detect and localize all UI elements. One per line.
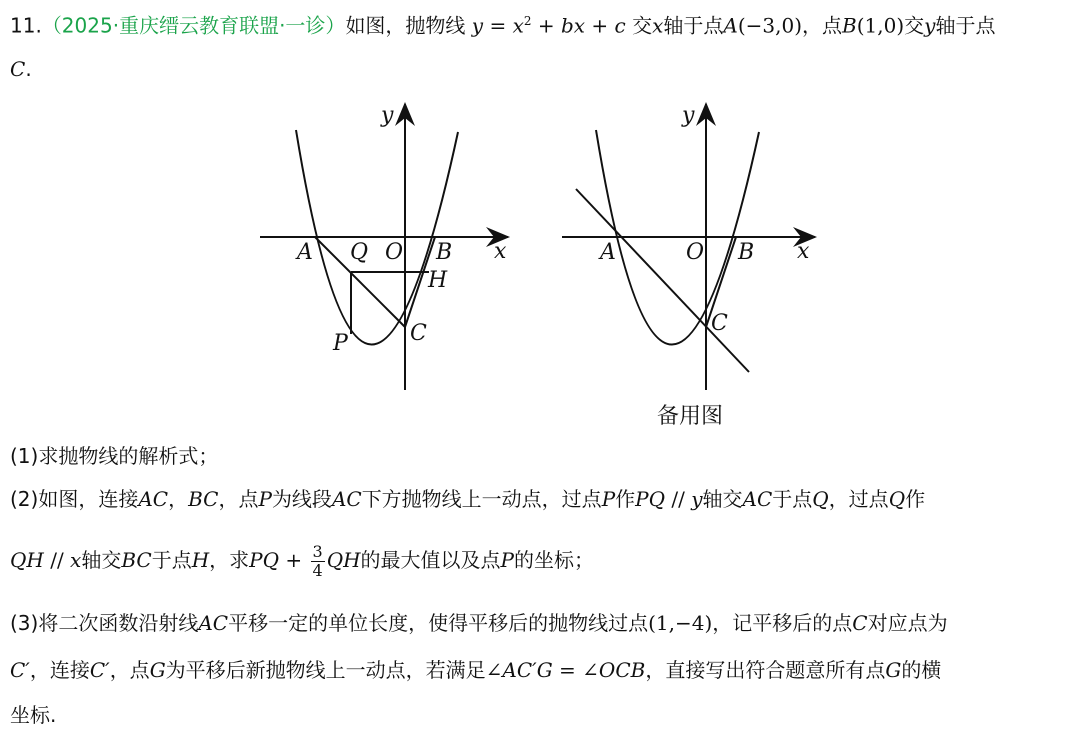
text: ，点: [109, 658, 150, 682]
caption-spare-figure: 备用图: [657, 404, 724, 429]
problem-number: 11: [10, 13, 36, 38]
label-b: B: [738, 240, 755, 265]
math-bc: BC: [121, 548, 152, 572]
math-ac: AC: [331, 487, 362, 511]
equation-equals: =: [483, 13, 513, 38]
math-ac: AC: [138, 487, 169, 511]
math-c-prime: C′: [10, 658, 30, 682]
label-a: A: [297, 240, 313, 265]
label-x: x: [797, 239, 810, 264]
problem-line-1: 11.（2025·重庆缙云教育联盟·一诊）如图，抛物线 $y = x^2$ + bx + c 交x轴于点A(−3,0)，点B(1,0)交y轴于点: [10, 13, 996, 38]
math-ac: AC: [742, 487, 773, 511]
math-q: Q: [812, 487, 829, 511]
math-qh: QH: [10, 548, 44, 572]
intro-text: ，点: [802, 13, 843, 38]
parallel-sign: //: [665, 487, 692, 511]
label-b: B: [436, 240, 453, 265]
fraction-denominator: 4: [312, 561, 323, 580]
text: 为线段: [271, 487, 332, 511]
text: ，记平移后的点: [712, 611, 853, 635]
question-3-line-1: [10, 608, 948, 638]
label-c: C: [711, 311, 728, 336]
equation-y: y: [471, 13, 484, 38]
point-1-neg4: (1,−4): [648, 611, 713, 635]
text: 将二次函数沿射线: [38, 611, 199, 635]
question-3-line-3: [10, 700, 56, 730]
fraction-3-4: [311, 543, 325, 580]
label-o: O: [385, 240, 404, 265]
question-number: (2): [10, 487, 39, 511]
intro-text: 交: [904, 13, 925, 38]
question-3-line-2: [10, 655, 941, 685]
text: 的最大值以及点: [360, 548, 501, 572]
question-text: 求抛物线的解析式；: [38, 444, 219, 468]
math-p: P: [601, 487, 616, 511]
math-x: x: [70, 548, 82, 572]
math-qh: QH: [326, 548, 361, 572]
point-c: C: [10, 57, 26, 81]
math-pq: PQ: [635, 487, 666, 511]
label-p: P: [333, 331, 348, 356]
text: ，: [168, 487, 189, 511]
math-c: C: [852, 611, 868, 635]
plus-sign: +: [279, 548, 309, 572]
text: 作: [905, 487, 926, 511]
intro-text: 轴于点: [935, 13, 996, 38]
period: .: [25, 57, 32, 81]
math-pq: PQ: [249, 548, 280, 572]
text: 平移一定的单位长度，使得平移后的抛物线过点: [228, 611, 649, 635]
equation-rest: + bx + c: [531, 13, 626, 38]
text: ，连接: [29, 658, 90, 682]
text: 于点: [772, 487, 813, 511]
question-number: (3): [10, 611, 39, 635]
var-y: y: [924, 13, 936, 38]
text: 如图，连接: [38, 487, 139, 511]
text: ，直接写出符合题意所有点: [645, 658, 886, 682]
intro-text: 如图，抛物线: [345, 13, 466, 38]
label-h: H: [428, 268, 448, 293]
fraction-numerator: 3: [312, 542, 323, 561]
math-c-prime: C′: [89, 658, 110, 682]
coord-a: (−3,0): [737, 13, 803, 38]
math-angle-condition: ∠AC′G = ∠OCB: [485, 658, 646, 682]
parallel-sign: //: [43, 548, 71, 572]
math-g: G: [149, 658, 166, 682]
line-ac: [576, 189, 749, 372]
text: 的坐标；: [514, 548, 594, 572]
figure-right-labels: [598, 103, 810, 429]
intro-text: 轴于点: [663, 13, 724, 38]
math-y: y: [691, 487, 703, 511]
problem-source: （2025·重庆缙云教育联盟·一诊）: [41, 13, 346, 38]
text: ，点: [218, 487, 259, 511]
label-y: y: [381, 103, 394, 128]
question-2-line-1: [10, 484, 925, 514]
math-h: H: [191, 548, 210, 572]
label-c: C: [410, 321, 427, 346]
question-2-line-2: [10, 543, 594, 580]
label-q: Q: [350, 240, 369, 265]
text: 于点: [151, 548, 192, 572]
math-ac: AC: [198, 611, 229, 635]
math-bc: BC: [188, 487, 219, 511]
text: 轴交: [702, 487, 743, 511]
text: 对应点为: [867, 611, 948, 635]
coord-b: (1,0): [856, 13, 905, 38]
label-o: O: [686, 240, 705, 265]
label-a: A: [600, 240, 616, 265]
text: 为平移后新抛物线上一动点，若满足: [165, 658, 486, 682]
equation-x: x: [512, 13, 524, 38]
intro-text: 交: [632, 13, 653, 38]
var-x: x: [652, 13, 664, 38]
equation-exponent: 2: [523, 14, 532, 28]
math-p: P: [500, 548, 514, 572]
math-g: G: [885, 658, 902, 682]
point-b: B: [842, 13, 857, 38]
text: ，过点: [828, 487, 889, 511]
label-y: y: [682, 103, 695, 128]
question-1: [10, 441, 218, 471]
text: ，求: [209, 548, 250, 572]
label-x: x: [494, 239, 507, 264]
math-q: Q: [888, 487, 906, 511]
question-number: (1): [10, 444, 39, 468]
math-p: P: [258, 487, 272, 511]
text: 的横: [901, 658, 942, 682]
text: 坐标.: [10, 703, 57, 727]
point-a: A: [723, 13, 738, 38]
text: 轴交: [81, 548, 122, 572]
text: 作: [615, 487, 636, 511]
text: 下方抛物线上一动点，过点: [361, 487, 602, 511]
